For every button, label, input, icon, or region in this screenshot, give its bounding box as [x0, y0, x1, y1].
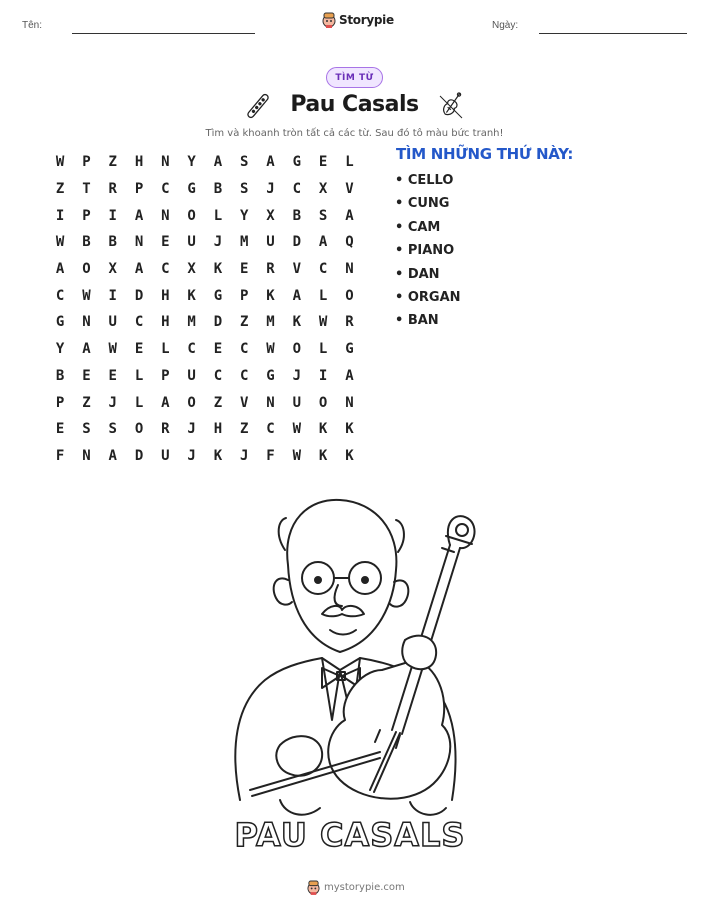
grid-letter[interactable]: C	[187, 341, 196, 358]
grid-letter[interactable]: Z	[213, 394, 223, 411]
grid-letter[interactable]: I	[55, 207, 65, 224]
grid-letter[interactable]: Z	[82, 394, 91, 411]
grid-letter[interactable]: N	[266, 394, 275, 411]
grid-row	[47, 282, 363, 309]
grid-letter[interactable]: A	[345, 207, 354, 224]
grid-letter[interactable]: W	[108, 341, 117, 358]
grid-letter[interactable]: P	[82, 207, 91, 224]
grid-letter[interactable]: V	[240, 394, 249, 411]
grid-letter[interactable]: S	[82, 421, 91, 438]
storypie-mascot-icon	[322, 12, 336, 28]
grid-letter[interactable]: I	[108, 207, 117, 224]
grid-letter[interactable]: A	[161, 394, 170, 411]
grid-letter[interactable]: H	[134, 154, 144, 171]
grid-letter[interactable]: L	[134, 367, 144, 384]
grid-letter[interactable]: W	[318, 314, 328, 331]
name-label: Tên:	[22, 20, 43, 31]
logo-text: Storypie	[339, 13, 394, 27]
grid-letter[interactable]: M	[266, 314, 275, 331]
grid-letter[interactable]: A	[213, 154, 223, 171]
grid-letter[interactable]: E	[55, 421, 65, 438]
grid-letter[interactable]: U	[187, 234, 196, 251]
grid-letter[interactable]: K	[345, 421, 354, 438]
grid-letter[interactable]: T	[82, 181, 91, 198]
grid-letter[interactable]: P	[161, 367, 170, 384]
grid-letter[interactable]: C	[213, 367, 223, 384]
grid-letter[interactable]: R	[108, 181, 117, 198]
grid-letter[interactable]: O	[134, 421, 144, 438]
grid-letter[interactable]: V	[292, 261, 302, 278]
grid-letter[interactable]: F	[266, 447, 275, 464]
grid-letter[interactable]: Y	[240, 207, 249, 224]
grid-letter[interactable]: L	[345, 154, 354, 171]
grid-letter[interactable]: N	[82, 314, 91, 331]
grid-letter[interactable]: N	[345, 394, 354, 411]
grid-letter[interactable]: X	[187, 261, 196, 278]
word-list-item: • CELLO	[395, 173, 454, 188]
word-list	[395, 171, 461, 335]
grid-letter[interactable]: C	[134, 314, 144, 331]
grid-row	[47, 256, 363, 283]
grid-letter[interactable]: G	[213, 287, 223, 304]
grid-letter[interactable]: K	[187, 287, 196, 304]
grid-letter[interactable]: C	[161, 261, 170, 278]
grid-letter[interactable]: E	[213, 341, 223, 358]
grid-letter[interactable]: U	[108, 314, 117, 331]
grid-letter[interactable]: B	[55, 367, 65, 384]
grid-letter[interactable]: B	[213, 181, 223, 198]
grid-letter[interactable]: D	[213, 314, 223, 331]
grid-letter[interactable]: C	[266, 421, 275, 438]
grid-letter[interactable]: J	[108, 394, 117, 411]
grid-letter[interactable]: I	[108, 287, 117, 304]
grid-letter[interactable]: P	[82, 154, 91, 171]
grid-row	[47, 309, 363, 336]
grid-letter[interactable]: K	[345, 447, 354, 464]
grid-row	[47, 443, 363, 470]
grid-letter[interactable]: O	[318, 394, 328, 411]
grid-letter[interactable]: I	[318, 367, 328, 384]
grid-letter[interactable]: S	[318, 207, 328, 224]
grid-letter[interactable]: A	[82, 341, 91, 358]
grid-letter[interactable]: G	[55, 314, 65, 331]
grid-letter[interactable]: K	[213, 261, 223, 278]
grid-row	[47, 336, 363, 363]
grid-letter[interactable]: U	[187, 367, 196, 384]
grid-letter[interactable]: K	[292, 314, 302, 331]
footer[interactable]	[307, 880, 405, 895]
grid-letter[interactable]: J	[213, 234, 223, 251]
word-list-item: • DAN	[395, 266, 440, 282]
grid-letter[interactable]: J	[187, 421, 196, 438]
grid-letter[interactable]: D	[134, 447, 144, 464]
grid-letter[interactable]: L	[318, 341, 328, 358]
word-search-grid[interactable]	[47, 149, 363, 469]
grid-letter[interactable]: K	[318, 421, 328, 438]
grid-letter[interactable]: N	[82, 447, 91, 464]
date-line[interactable]	[539, 33, 687, 34]
grid-row	[47, 389, 363, 416]
grid-letter[interactable]: J	[187, 447, 196, 464]
grid-letter[interactable]: G	[266, 367, 275, 384]
grid-letter[interactable]: C	[318, 261, 328, 278]
word-search-badge: TÌM TỪ	[326, 67, 383, 88]
grid-letter[interactable]: W	[292, 447, 302, 464]
pau-casals-coloring-illustration[interactable]	[210, 490, 490, 860]
grid-letter[interactable]: B	[82, 234, 91, 251]
grid-row	[47, 229, 363, 256]
grid-letter[interactable]: A	[134, 261, 144, 278]
grid-letter[interactable]: A	[108, 447, 117, 464]
grid-letter[interactable]: U	[266, 234, 275, 251]
grid-letter[interactable]: R	[266, 261, 275, 278]
grid-letter[interactable]: R	[345, 314, 354, 331]
grid-letter[interactable]: C	[55, 287, 65, 304]
grid-letter[interactable]: X	[266, 207, 275, 224]
grid-letter[interactable]: P	[134, 181, 144, 198]
grid-row	[47, 149, 363, 176]
grid-letter[interactable]: C	[240, 341, 249, 358]
grid-letter[interactable]: W	[55, 154, 65, 171]
grid-letter[interactable]: H	[161, 287, 170, 304]
grid-letter[interactable]: K	[213, 447, 223, 464]
grid-letter[interactable]: Z	[240, 421, 249, 438]
grid-letter[interactable]: Y	[55, 341, 65, 358]
grid-letter[interactable]: N	[345, 261, 354, 278]
word-list-item: • ORGAN	[395, 289, 461, 305]
grid-letter[interactable]: K	[266, 287, 275, 304]
grid-letter[interactable]: B	[292, 207, 302, 224]
grid-letter[interactable]: A	[318, 234, 328, 251]
grid-row	[47, 176, 363, 203]
grid-letter[interactable]: C	[292, 181, 302, 198]
grid-letter[interactable]: V	[345, 181, 354, 198]
grid-letter[interactable]: W	[82, 287, 91, 304]
word-list-item: • CAM	[395, 219, 441, 235]
grid-letter[interactable]: M	[240, 234, 249, 251]
grid-row	[47, 416, 363, 443]
grid-letter[interactable]: Y	[187, 154, 196, 171]
grid-letter[interactable]: N	[161, 154, 170, 171]
grid-letter[interactable]: W	[55, 234, 65, 251]
art-caption: PAU CASALS	[234, 816, 466, 854]
grid-letter[interactable]: X	[318, 181, 328, 198]
grid-letter[interactable]: L	[161, 341, 170, 358]
grid-letter[interactable]: A	[345, 367, 354, 384]
grid-letter[interactable]: Z	[108, 154, 117, 171]
grid-letter[interactable]: K	[318, 447, 328, 464]
grid-letter[interactable]: A	[292, 287, 302, 304]
grid-letter[interactable]: S	[240, 154, 249, 171]
grid-letter[interactable]: W	[292, 421, 302, 438]
grid-letter[interactable]: E	[240, 261, 249, 278]
grid-row	[47, 202, 363, 229]
grid-letter[interactable]: O	[82, 261, 91, 278]
grid-letter[interactable]: C	[240, 367, 249, 384]
grid-letter[interactable]: J	[266, 181, 275, 198]
grid-letter[interactable]: D	[134, 287, 144, 304]
grid-letter[interactable]: A	[134, 207, 144, 224]
grid-letter[interactable]: P	[55, 394, 65, 411]
grid-letter[interactable]: A	[266, 154, 275, 171]
grid-letter[interactable]: J	[240, 447, 249, 464]
grid-letter[interactable]: S	[240, 181, 249, 198]
grid-letter[interactable]: E	[318, 154, 328, 171]
grid-letter[interactable]: U	[161, 447, 170, 464]
grid-letter[interactable]: W	[266, 341, 275, 358]
grid-letter[interactable]: R	[161, 421, 170, 438]
grid-letter[interactable]: X	[108, 261, 117, 278]
grid-letter[interactable]: P	[240, 287, 249, 304]
grid-letter[interactable]: E	[108, 367, 117, 384]
storypie-logo[interactable]	[322, 12, 394, 28]
grid-letter[interactable]: A	[55, 261, 65, 278]
grid-letter[interactable]: C	[161, 181, 170, 198]
grid-letter[interactable]: L	[213, 207, 223, 224]
grid-letter[interactable]: D	[292, 234, 302, 251]
grid-letter[interactable]: O	[187, 394, 196, 411]
grid-letter[interactable]: L	[318, 287, 328, 304]
word-list-title: TÌM NHỮNG THỨ NÀY:	[396, 145, 574, 163]
word-list-item: • CUNG	[395, 196, 450, 212]
grid-letter[interactable]: B	[108, 234, 117, 251]
grid-letter[interactable]: H	[161, 314, 170, 331]
grid-letter[interactable]: O	[187, 207, 196, 224]
footer-url: mystorypie.com	[324, 882, 405, 893]
grid-letter[interactable]: M	[187, 314, 196, 331]
grid-letter[interactable]: G	[345, 341, 354, 358]
grid-letter[interactable]: U	[292, 394, 302, 411]
grid-letter[interactable]: G	[292, 154, 302, 171]
grid-letter[interactable]: S	[108, 421, 117, 438]
grid-letter[interactable]: N	[134, 234, 144, 251]
grid-letter[interactable]: H	[213, 421, 223, 438]
instructions: Tìm và khoanh tròn tất cả các từ. Sau đó tô màu bức tranh!	[205, 128, 504, 139]
date-label: Ngày:	[492, 20, 519, 31]
grid-letter[interactable]: Z	[240, 314, 249, 331]
grid-letter[interactable]: E	[134, 341, 144, 358]
grid-letter[interactable]: E	[82, 367, 91, 384]
grid-letter[interactable]: O	[292, 341, 302, 358]
grid-letter[interactable]: Z	[55, 181, 65, 198]
grid-letter[interactable]: E	[161, 234, 170, 251]
storypie-mascot-icon	[307, 880, 320, 895]
grid-letter[interactable]: Q	[345, 234, 354, 251]
grid-letter[interactable]: O	[345, 287, 354, 304]
grid-letter[interactable]: F	[55, 447, 65, 464]
grid-row	[47, 363, 363, 390]
grid-letter[interactable]: G	[187, 181, 196, 198]
violin-icon	[436, 90, 466, 122]
word-list-item: • BAN	[395, 313, 439, 329]
name-line[interactable]	[72, 33, 255, 34]
grid-letter[interactable]: L	[134, 394, 144, 411]
grid-letter[interactable]: J	[292, 367, 302, 384]
word-list-item: • PIANO	[395, 243, 455, 259]
page-title: Pau Casals	[290, 92, 419, 117]
grid-letter[interactable]: N	[161, 207, 170, 224]
